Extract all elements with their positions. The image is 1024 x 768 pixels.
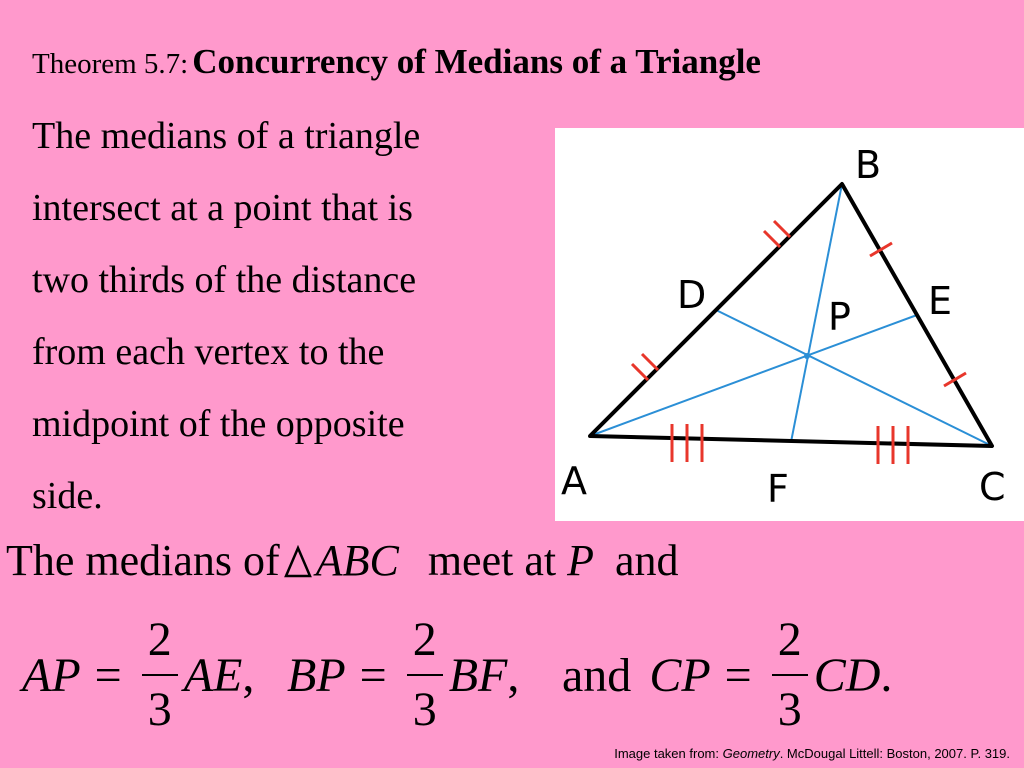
eq-punct: . — [880, 648, 893, 702]
credit-book: Geometry — [722, 746, 780, 761]
equation-cp — [562, 612, 892, 738]
slide-title — [32, 42, 761, 82]
median-statement — [6, 535, 679, 586]
midpoint-label-f: F — [767, 467, 789, 511]
midpoint-label-e: E — [928, 279, 953, 323]
image-credit — [614, 746, 1010, 761]
fraction-two-thirds — [142, 612, 178, 738]
equation-ap — [22, 612, 254, 738]
eq-rhs: AE — [183, 648, 243, 702]
statement-line: from each vertex to the — [32, 331, 385, 373]
frac-den: 3 — [147, 683, 172, 736]
statement-line: midpoint of the opposite — [32, 403, 405, 445]
centroid-point — [804, 353, 810, 359]
frac-num: 2 — [147, 613, 172, 666]
eq-lhs: BP — [287, 648, 346, 702]
centroid-label-p: P — [828, 295, 851, 339]
eq-lhs: CP — [649, 648, 711, 702]
eq-equals: = — [724, 648, 752, 702]
eq-punct: , — [242, 648, 255, 702]
median-c-to-d — [716, 310, 992, 446]
eq-lhs: AP — [22, 648, 81, 702]
eq-punct: , — [507, 648, 520, 702]
fraction-bar — [772, 674, 808, 676]
triangle-name: ABC — [315, 536, 399, 585]
vertex-label-a: A — [561, 459, 587, 503]
statement-line: two thirds of the distance — [32, 259, 417, 301]
vertex-label-c: C — [979, 465, 1006, 509]
frac-num: 2 — [777, 613, 802, 666]
midpoint-label-d: D — [677, 273, 707, 317]
statement-line: side. — [32, 475, 103, 517]
triangle-figure — [555, 128, 1024, 521]
triangle-diagram — [555, 128, 1024, 521]
eq-equals: = — [94, 648, 122, 702]
frac-den: 3 — [777, 683, 802, 736]
credit-rest: . McDougal Littell: Boston, 2007. P. 319. — [779, 746, 1010, 761]
fraction-two-thirds — [407, 612, 443, 738]
credit-prefix: Image taken from: — [614, 746, 719, 761]
theorem-name: Concurrency of Medians of a Triangle — [192, 42, 761, 81]
frac-den: 3 — [412, 683, 437, 736]
fraction-bar — [142, 674, 178, 676]
triangle-icon — [284, 545, 312, 579]
fraction-bar — [407, 674, 443, 676]
statement-post: and — [614, 536, 679, 585]
theorem-statement — [32, 112, 562, 544]
statement-line: The medians of a triangle — [32, 115, 421, 157]
ticks-ab-lower — [632, 354, 658, 380]
median-a-to-e — [590, 315, 917, 436]
statement-pre: The medians of — [6, 536, 280, 585]
eq-and: and — [562, 648, 632, 702]
ticks-ac-left — [672, 424, 702, 462]
statement-line: intersect at a point that is — [32, 187, 413, 229]
point-name: P — [567, 536, 594, 585]
statement-mid: meet at — [427, 536, 557, 585]
ticks-ab-upper — [764, 221, 790, 247]
eq-rhs: CD — [813, 648, 881, 702]
vertex-label-b: B — [855, 143, 882, 187]
theorem-number: Theorem 5.7: — [32, 48, 189, 80]
eq-equals: = — [359, 648, 387, 702]
eq-rhs: BF — [448, 648, 508, 702]
equation-bp — [287, 612, 519, 738]
fraction-two-thirds — [772, 612, 808, 738]
frac-num: 2 — [412, 613, 437, 666]
